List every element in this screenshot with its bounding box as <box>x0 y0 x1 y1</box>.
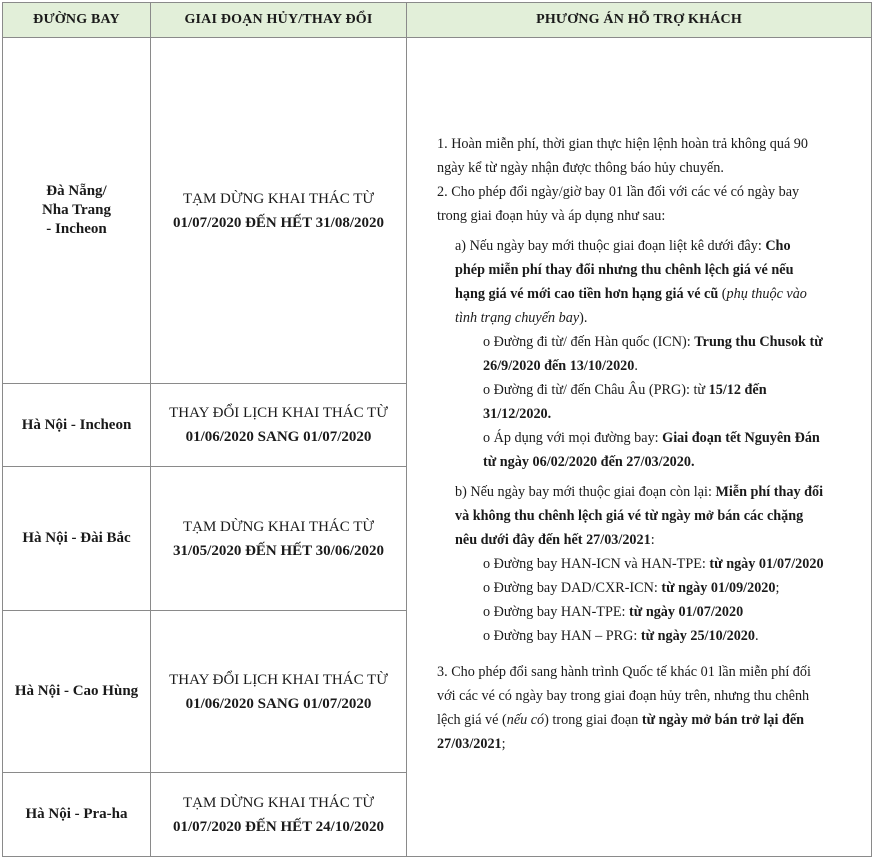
route-line: Đà Nẵng/ <box>46 183 107 199</box>
support-item-2b: b) Nếu ngày bay mới thuộc giai đoạn còn lại: Miễn phí thay đổi <box>455 484 824 500</box>
flight-schedule-table <box>2 2 872 857</box>
list-item: o Đường bay HAN-TPE: từ ngày 01/07/2020 <box>483 604 744 620</box>
support-item-2: 2. Cho phép đổi ngày/giờ bay 01 lần đối với các vé có ngày bay <box>437 184 800 200</box>
phase-line: TẠM DỪNG KHAI THÁC TỪ <box>182 190 375 207</box>
list-item: o Đường bay DAD/CXR-ICN: từ ngày 01/09/2020; <box>483 580 780 596</box>
support-item-2a: a) Nếu ngày bay mới thuộc giai đoạn liệt kê dưới đây: Cho <box>455 238 791 254</box>
phase-line: THAY ĐỔI LỊCH KHAI THÁC TỪ <box>169 671 388 688</box>
route-cell <box>3 611 151 773</box>
route-line: Hà Nội - Incheon <box>21 416 132 433</box>
header-route: ĐƯỜNG BAY <box>3 3 151 38</box>
route-line: Nha Trang <box>41 202 112 218</box>
phase-cell <box>151 773 407 857</box>
list-item: o Áp dụng với mọi đường bay: Giai đoạn tết Nguyên Đán <box>483 430 820 446</box>
header-row <box>3 3 872 38</box>
list-item: o Đường đi từ/ đến Châu Âu (PRG): từ 15/12 đến <box>483 382 767 398</box>
route-line: Hà Nội - Đài Bắc <box>22 530 131 546</box>
phase-cell <box>151 384 407 467</box>
list-item: o Đường đi từ/ đến Hàn quốc (ICN): Trung thu Chusok từ <box>483 334 823 350</box>
phase-dates: 01/06/2020 SANG 01/07/2020 <box>185 429 372 445</box>
phase-dates: 01/06/2020 SANG 01/07/2020 <box>185 695 372 712</box>
phase-line: TẠM DỪNG KHAI THÁC TỪ <box>182 794 375 811</box>
support-item-1: 1. Hoàn miễn phí, thời gian thực hiện lệnh hoàn trả không quá 90 <box>437 136 808 152</box>
phase-cell <box>151 467 407 611</box>
list-item: o Đường bay HAN-ICN và HAN-TPE: từ ngày 01/07/2020 <box>483 556 824 572</box>
support-item-3: 3. Cho phép đổi sang hành trình Quốc tế khác 01 lần miễn phí đối <box>437 664 811 680</box>
phase-line: TẠM DỪNG KHAI THÁC TỪ <box>182 518 375 535</box>
phase-line: THAY ĐỔI LỊCH KHAI THÁC TỪ <box>169 405 388 421</box>
phase-dates: 01/07/2020 ĐẾN HẾT 24/10/2020 <box>173 818 384 835</box>
phase-dates: 01/07/2020 ĐẾN HẾT 31/08/2020 <box>173 214 384 231</box>
route-cell <box>3 384 151 467</box>
support-cell: 1. Hoàn miễn phí, thời gian thực hiện lệnh hoàn trả không quá 90 ngày kể từ ngày nhận được thông báo hủy chuyến. 2. Cho phép đổi ngày/giờ bay 01 lần đối với các vé có ngày bay trong giai đoạn hủy và áp dụng như sau: a) Nếu ngày bay mới thuộc giai đoạn liệt kê dưới đây: Cho phép miễn phí thay đổi nhưng thu chênh lệch giá vé nếu hạng giá vé mới cao tiền hơn hạng giá vé cũ (phụ thuộc vào tình trạng chuyến bay). o Đường đi từ/ đến Hàn quốc (ICN): Trung thu Chusok từ 26/9/2020 đến 13/10/2020. o Đường đi từ/ đến Châu Âu (PRG): từ 15/12 đến 31/12/2020. o Áp dụng với mọi đường bay: Giai đoạn tết Nguyên Đán từ ngày 06/02/2020 đến 27/03/2020. b) Nếu ngày bay mới thuộc giai đoạn còn lại: Miễn phí thay đổi và không thu chênh lệch giá vé từ ngày mở bán các chặng nêu dưới đây đến hết 27/03/2021: o Đường bay HAN-ICN và HAN-TPE: từ ngày 01/07/2020 o Đường bay DAD/CXR-ICN: từ ngày 01/09/2020; o Đường bay HAN-TPE: từ ngày 01/07/2020 o Đường bay HAN – PRG: từ ngày 25/10/2020. 3. Cho phép đổi sang hành trình Quốc tế khác 01 lần miễn phí đối với các vé có ngày bay trong giai đoạn hủy trên, nhưng thu chênh lệch giá vé (nếu có) trong giai đoạn từ ngày mở bán trở lại đến 27/03/2021; <box>407 38 872 857</box>
route-line: - Incheon <box>46 221 107 237</box>
route-cell <box>3 773 151 857</box>
route-cell <box>3 38 151 384</box>
header-support: PHƯƠNG ÁN HỖ TRỢ KHÁCH <box>407 3 872 38</box>
phase-dates: 31/05/2020 ĐẾN HẾT 30/06/2020 <box>173 542 384 559</box>
phase-cell <box>151 611 407 773</box>
route-line: Hà Nội - Pra-ha <box>25 806 128 822</box>
route-cell <box>3 467 151 611</box>
table-row <box>3 38 872 384</box>
list-item: o Đường bay HAN – PRG: từ ngày 25/10/2020. <box>483 628 759 644</box>
header-phase: GIAI ĐOẠN HỦY/THAY ĐỔI <box>151 3 407 38</box>
route-line: Hà Nội - Cao Hùng <box>14 683 139 699</box>
phase-cell <box>151 38 407 384</box>
